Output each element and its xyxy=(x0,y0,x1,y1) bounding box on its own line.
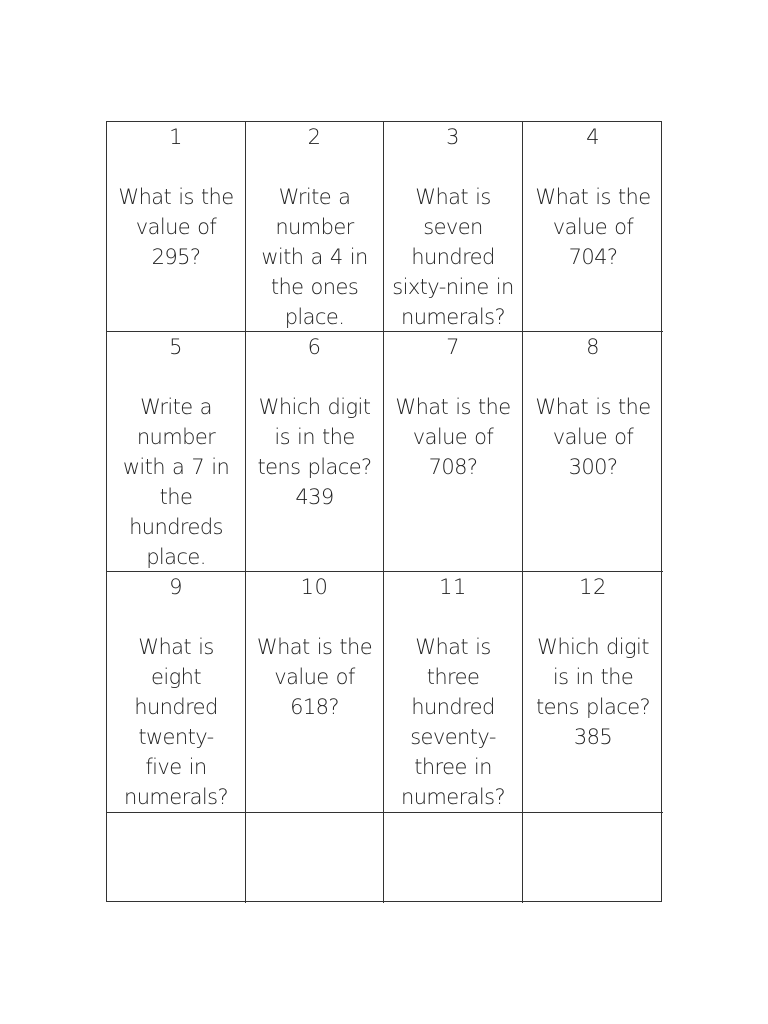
card-number: 8 xyxy=(586,335,600,359)
card-question: What is the value of 300? xyxy=(535,395,651,479)
empty-card xyxy=(523,813,663,903)
task-card-10 xyxy=(246,572,384,813)
card-question: Which digit is in the tens place? 385 xyxy=(535,635,651,749)
card-number: 9 xyxy=(169,575,183,599)
card-question: What is the value of 708? xyxy=(395,395,511,479)
card-question: Which digit is in the tens place? 439 xyxy=(257,395,372,509)
card-number: 5 xyxy=(169,335,183,359)
card-question: Write a number with a 4 in the ones place. xyxy=(261,185,368,329)
card-question: What is eight hundred twenty- five in numerals? xyxy=(123,635,229,809)
empty-card xyxy=(246,813,384,903)
task-card-3 xyxy=(384,122,523,332)
task-card-7 xyxy=(384,332,523,572)
card-question: What is the value of 618? xyxy=(256,635,373,719)
task-card-2 xyxy=(246,122,384,332)
card-number: 10 xyxy=(300,575,329,599)
task-card-8 xyxy=(523,332,663,572)
card-number: 4 xyxy=(586,125,600,149)
task-card-12 xyxy=(523,572,663,813)
task-card-9 xyxy=(107,572,246,813)
task-card-1 xyxy=(107,122,246,332)
empty-card xyxy=(107,813,246,903)
card-number: 12 xyxy=(579,575,607,599)
task-card-11 xyxy=(384,572,523,813)
card-number: 6 xyxy=(307,335,322,359)
card-number: 2 xyxy=(307,125,322,149)
task-card-4 xyxy=(523,122,663,332)
empty-card xyxy=(384,813,523,903)
task-card-6 xyxy=(246,332,384,572)
task-card-5 xyxy=(107,332,246,572)
card-number: 3 xyxy=(446,125,460,149)
card-question: What is the value of 704? xyxy=(535,185,651,269)
card-question: What is the value of 295? xyxy=(118,185,234,269)
card-number: 11 xyxy=(439,575,467,599)
card-number: 7 xyxy=(446,335,460,359)
task-card-grid xyxy=(106,121,662,902)
card-number: 1 xyxy=(169,125,183,149)
card-question: What is seven hundred sixty-nine in numerals? xyxy=(392,185,514,329)
card-question: What is three hundred seventy- three in numerals? xyxy=(400,635,506,809)
card-question: Write a number with a 7 in the hundreds place. xyxy=(122,395,230,569)
